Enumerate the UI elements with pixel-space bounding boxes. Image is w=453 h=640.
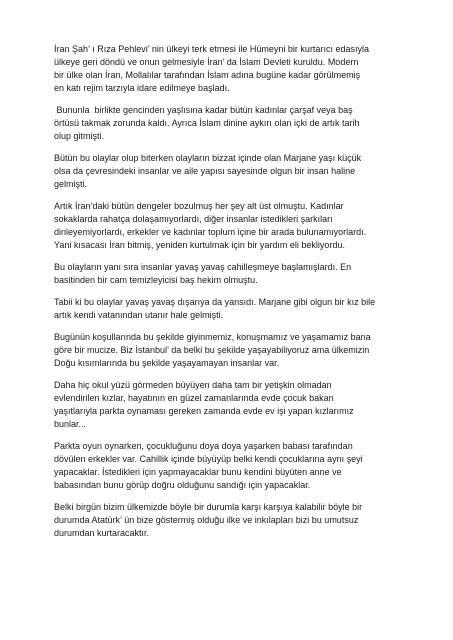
text-line: sokaklarda rahatça dolaşamıyorlardı, diğer insanlar istedikleri şarkıları [54, 214, 333, 224]
text-line: basitinden bir cam temizleyicisi baş hekim olmuştu. [54, 275, 258, 285]
text-line: olup gitmişti. [54, 131, 105, 141]
text-line: yaşıtlarıyla parkta oynaması gereken zamanda evde ev işi yapan kızlarımız [54, 406, 354, 416]
text-line: en katı rejim tarzıyla idare edilmeye başladı. [54, 83, 230, 93]
paragraph-today-conditions [54, 331, 404, 370]
text-line: Bütün bu olaylar olup biterken olayların bizzat içinde olan Marjane yaşı küçük [54, 153, 362, 163]
text-line: Yani kısacası İran bitmiş, yeniden kurtulmak için bir yardım eli bekliyordu. [54, 240, 345, 250]
text-line: olsa da çevresindeki insanlar ve aile yapısı sayesinde olgun bir insan haline [54, 166, 356, 176]
text-line: Belki birgün bizim ülkemizde böyle bir durumla karşı karşıya kalabilir böyle bir [54, 502, 363, 512]
document-body [54, 43, 404, 549]
text-line: Doğu kısımlarında bu şekilde yaşayamayan insanlar var. [54, 358, 280, 368]
text-line: Bugünün koşullarında bu şekilde giyinmemiz, konuşmamız ve yaşamamız bana [54, 332, 371, 342]
text-line: yapacaklar. İstedikleri için yapmayacaklar bunu kendini büyüten anne ve [54, 467, 342, 477]
paragraph-iran-revolution [54, 43, 404, 95]
paragraph-reflected-outside [54, 296, 404, 322]
text-line: bir ülke olan İran, Mollalılar tarafından İslam adına bugüne kadar görülmemiş [54, 70, 361, 80]
text-line: babasından bunu görüp doğru olduğunu sandığı için yapacaklar. [54, 480, 311, 490]
text-line: gelmişti. [54, 179, 88, 189]
paragraph-beaten-boys [54, 440, 404, 492]
paragraph-ignorance [54, 261, 404, 287]
text-line: dövülen erkekler var. Cahillik içinde büyüyüp belki kendi çocuklarına aynı şeyi [54, 454, 363, 464]
text-line: Bununla birlikte gencinden yaşlısına kadar bütün kadınlar çarşaf veya baş [54, 105, 353, 115]
text-line: Daha hiç okul yüzü görmeden büyüyen daha tam bir yetişkin olmadan [54, 380, 332, 390]
paragraph-conclusion [54, 501, 404, 540]
text-line: Tabii ki bu olaylar yavaş yavaş dışarıya da yansıdı. Marjane gibi olgun bir kız bile [54, 297, 376, 307]
text-line: durumda Atatürk’ ün bize göstermiş olduğu ilke ve inkılapları bizi bu umutsuz [54, 515, 359, 525]
paragraph-broken-balance [54, 200, 404, 252]
text-line: ülkeye geri döndü ve onun gelmesiyle İran’ da İslam Devleti kuruldu. Modern [54, 57, 359, 67]
paragraph-marjane-maturity [54, 152, 404, 191]
text-line: Bu olayların yanı sıra insanlar yavaş yavaş cahilleşmeye başlamışlardı. En [54, 262, 352, 272]
text-line: Parkta oyun oynarken, çocukluğunu doya doya yaşarken babası tarafından [54, 441, 353, 451]
text-line: örtüsü takmak zorunda kaldı. Ayrıca İslam dinine aykırı olan içki de artık tarih [54, 118, 360, 128]
text-line: evlendirilen kızlar, hayatının en güzel zamanlarında evde çocuk bakan [54, 393, 334, 403]
paragraph-veil-rules [54, 104, 404, 143]
text-line: göre bir mucize. Biz İstanbul’ da belki bu şekilde yaşayabiliyoruz ama ülkemizin [54, 345, 370, 355]
text-line: dinleyemiyorlardı, erkekler ve kadınlar toplum içine bir arada bulunamıyorlardı. [54, 227, 367, 237]
text-line: bunlar... [54, 419, 87, 429]
text-line: artık kendi vatanından utanır hale gelmişti. [54, 310, 224, 320]
text-line: İran Şah’ ı Rıza Pehlevi’ nin ülkeyi terk etmesi ile Hümeyni bir kurtarıcı edasıyla [54, 44, 369, 54]
text-line: durumdan kurtaracaktır. [54, 528, 150, 538]
paragraph-child-brides [54, 379, 404, 431]
text-line: Artık İran’daki bütün dengeler bozulmuş her şey alt üst olmuştu. Kadınlar [54, 201, 344, 211]
